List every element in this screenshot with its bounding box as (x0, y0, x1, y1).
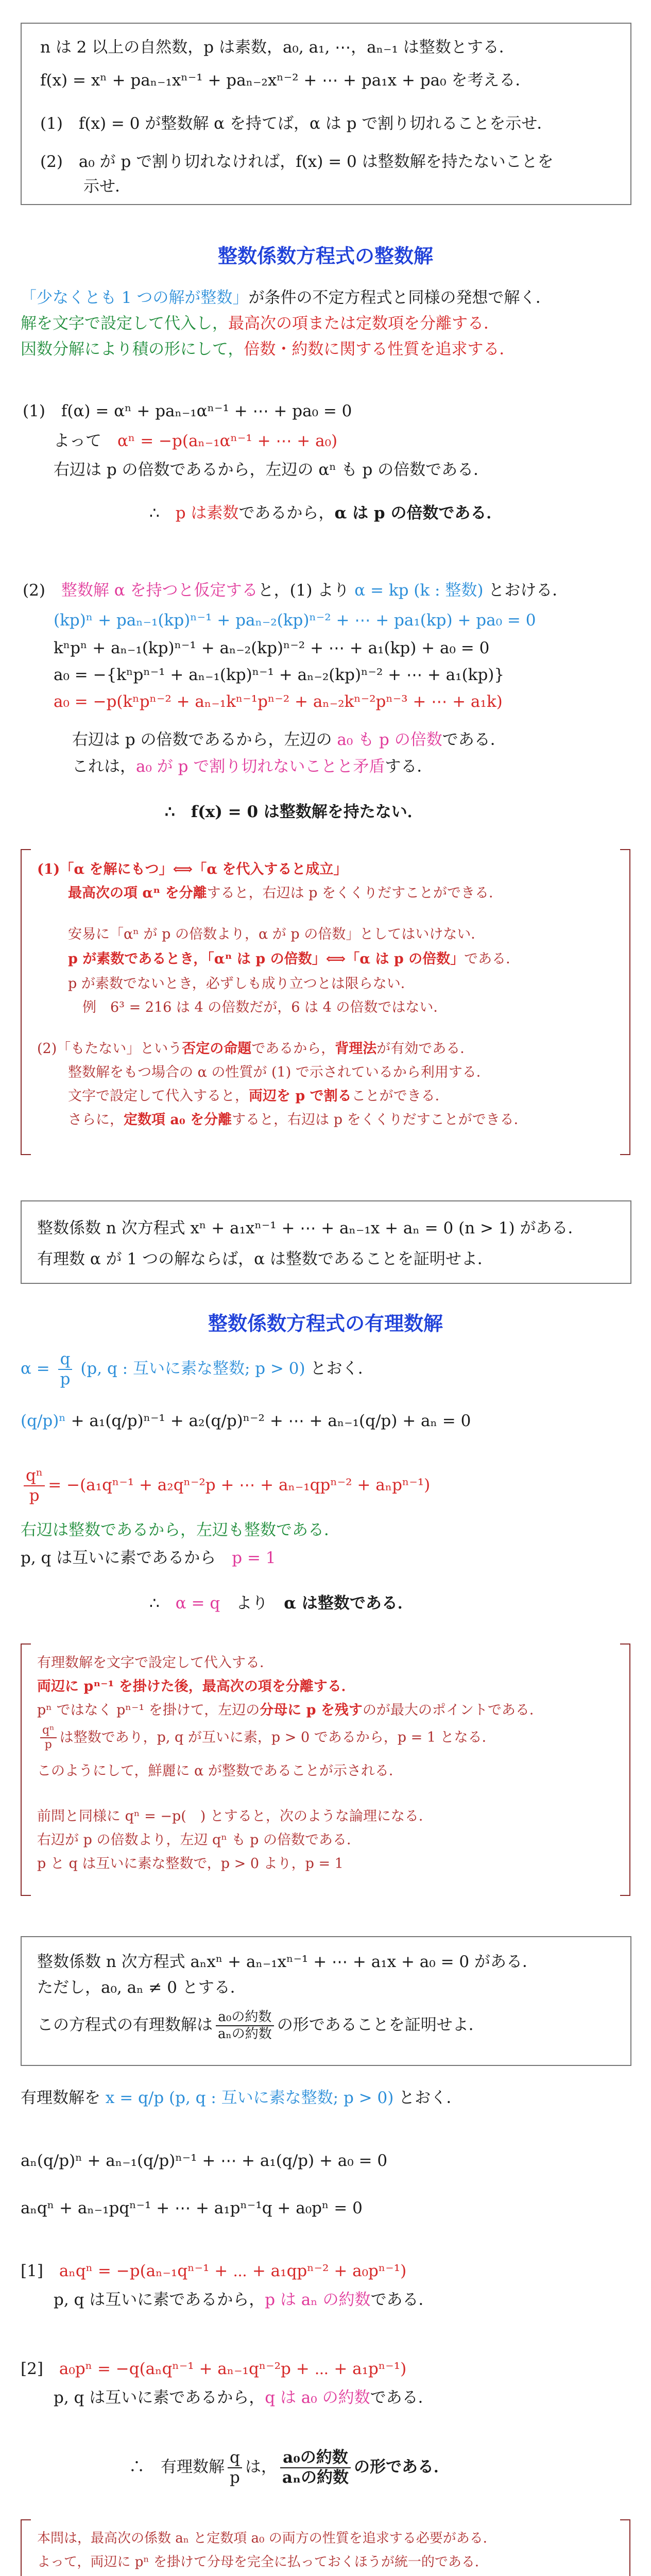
section2-conclusion: ∴ α = q より α は整数である． (149, 1594, 414, 1613)
part2-conclusion: ∴ f(x) = 0 は整数解を持たない． (165, 803, 423, 821)
part1-reason: 右辺は p の倍数であるから，左辺の αⁿ も p の倍数である． (54, 461, 490, 479)
note2-l6: 前問と同様に qⁿ = −p( ) とすると，次のような論理になる． (37, 1808, 433, 1824)
part2-head: (2) 整数解 α を持つと仮定すると，(1) より α = kp (k : 整数) とおける． (23, 581, 569, 600)
section3-b2: [2] a₀pⁿ = −q(aₙqⁿ⁻¹ + aₙ₋₁qⁿ⁻²p + ⋯ + a₁pⁿ⁻¹) (21, 2360, 407, 2378)
problem1-box (21, 23, 631, 205)
problem1-line5: 示せ． (83, 177, 131, 196)
part1-therefore: よって αⁿ = −p(aₙ₋₁αⁿ⁻¹ + ⋯ + a₀) (54, 432, 338, 450)
note3-l1: 本問は，最高次の係数 aₙ と定数項 a₀ の両方の性質を追求する必要がある． (37, 2531, 496, 2546)
note3-left-bracket (21, 2519, 31, 2576)
note1-right-bracket (620, 849, 630, 1155)
note1-l2: 最高次の項 αⁿ を分離すると，右辺は p をくくりだすことができる． (68, 885, 503, 901)
intro-line3: 因数分解により積の形にして，倍数・約数に関する性質を追求する． (21, 340, 516, 359)
note1-l7: (2)「もたない」という否定の命題であるから，背理法が有効である． (37, 1041, 474, 1057)
problem2-line2: 有理数 α が 1 つの解ならば，α は整数であることを証明せよ． (37, 1250, 493, 1268)
intro-line1: 「少なくとも 1 つの解が整数」が条件の不定方程式と同様の発想で解く． (21, 289, 552, 307)
note1-l9: 文字で設定して代入すると，両辺を p で割ることができる． (68, 1088, 449, 1104)
section2-eq2: $\frac{\text{qⁿ}}{p}$ = −(a₁qⁿ⁻¹ + a₂qⁿ⁻²p + ⋯ + aₙ₋₁qpⁿ⁻² + aₙpⁿ⁻¹) (21, 1466, 430, 1505)
note2-right-bracket (620, 1643, 630, 1896)
section3-b1: [1] aₙqⁿ = −p(aₙ₋₁qⁿ⁻¹ + ⋯ + a₁qpⁿ⁻² + a₀pⁿ⁻¹) (21, 2262, 407, 2280)
section2-s1: 右辺は整数であるから，左辺も整数である． (21, 1521, 340, 1539)
note3-right-bracket (620, 2519, 630, 2576)
part2-eq2: kⁿpⁿ + aₙ₋₁(kp)ⁿ⁻¹ + aₙ₋₂(kp)ⁿ⁻² + ⋯ + a₁(kp) + a₀ = 0 (54, 639, 490, 657)
section3-b1s: p, q は互いに素であるから，p は aₙ の約数である． (54, 2291, 435, 2309)
problem2-line1: 整数係数 n 次方程式 xⁿ + a₁xⁿ⁻¹ + ⋯ + aₙ₋₁x + aₙ = 0 (n > 1) がある． (37, 1219, 584, 1238)
problem2-box (21, 1200, 631, 1284)
section3-setup: 有理数解を x = q/p (p, q : 互いに素な整数; p > 0) とおく． (21, 2089, 462, 2107)
note1-l6: 例 6³ = 216 は 4 の倍数だが，6 は 4 の倍数ではない． (82, 999, 448, 1015)
note2-l5: このようにして，鮮麗に α が整数であることが示される． (37, 1763, 403, 1779)
problem3-box (21, 1936, 631, 2066)
part1-conclusion: ∴ p は素数であるから，α は p の倍数である． (149, 504, 503, 522)
problem1-line1: n は 2 以上の自然数，p は素数，a₀, a₁, ⋯，aₙ₋₁ は整数とする． (40, 38, 515, 57)
note2-left-bracket (21, 1643, 31, 1896)
part2-s2: これは，a₀ が p で割り切れないことと矛盾する． (72, 757, 433, 776)
note2-l3: pⁿ ではなく pⁿ⁻¹ を掛けて，左辺の分母に p を残すのが最大のポイントである． (37, 1702, 543, 1718)
problem3-line2: ただし，a₀, aₙ ≠ 0 とする． (37, 1978, 246, 1997)
problem3-line1: 整数係数 n 次方程式 aₙxⁿ + aₙ₋₁xⁿ⁻¹ + ⋯ + a₁x + a₀ = 0 がある． (37, 1953, 538, 1971)
section2-title: 整数係数方程式の有理数解 (208, 1312, 443, 1335)
part2-eq1: (kp)ⁿ + paₙ₋₁(kp)ⁿ⁻¹ + paₙ₋₂(kp)ⁿ⁻² + ⋯ + pa₁(kp) + pa₀ = 0 (54, 611, 536, 630)
note1-l10: さらに，定数項 a₀ を分離すると，右辺は p をくくりだすことができる． (68, 1112, 528, 1128)
note2-l4: $\frac{\text{qⁿ}}{p}$ は整数であり，p, q が互いに素，p > 0 であるから，p = 1 となる． (37, 1724, 496, 1752)
note2-l8: p と q は互いに素な整数で，p > 0 より，p = 1 (37, 1856, 344, 1872)
part1-eq: (1) f(α) = αⁿ + paₙ₋₁αⁿ⁻¹ + ⋯ + pa₀ = 0 (23, 402, 352, 420)
problem1-line3: (1) f(x) = 0 が整数解 α を持てば，α は p で割り切れることを示せ． (40, 114, 553, 133)
note1-l4: p が素数であるとき，「αⁿ は p の倍数」⟺「α は p の倍数」である． (68, 951, 520, 967)
part2-eq4: a₀ = −p(kⁿpⁿ⁻² + aₙ₋₁kⁿ⁻¹pⁿ⁻² + aₙ₋₂kⁿ⁻²pⁿ⁻³ + ⋯ + a₁k) (54, 692, 503, 711)
section2-setup: α = $\frac{q}{p}$ (p, q : 互いに素な整数; p > 0) とおく． (21, 1350, 374, 1389)
section3-b2s: p, q は互いに素であるから，q は a₀ の約数である． (54, 2388, 434, 2407)
note2-l2: 両辺に pⁿ⁻¹ を掛けた後，最高次の項を分離する． (37, 1679, 355, 1694)
section3-eq1: aₙ(q/p)ⁿ + aₙ₋₁(q/p)ⁿ⁻¹ + ⋯ + a₁(q/p) + a₀ = 0 (21, 2151, 388, 2170)
note2-l1: 有理数解を文字で設定して代入する． (37, 1655, 273, 1671)
section3-eq2: aₙqⁿ + aₙ₋₁pqⁿ⁻¹ + ⋯ + a₁pⁿ⁻¹q + a₀pⁿ = 0 (21, 2199, 363, 2217)
note1-l1: (1)「α を解にもつ」⟺「α を代入すると成立」 (37, 861, 348, 877)
problem1-line4: (2) a₀ が p で割り切れなければ，f(x) = 0 は整数解を持たないことを (40, 152, 554, 171)
section2-s2: p, q は互いに素であるから p = 1 (21, 1549, 276, 1567)
section3-conclusion: ∴ 有理数解 $\frac{q}{p}$ は， a₀の約数 aₙの約数 の形である． (129, 2448, 450, 2487)
problem1-line2: f(x) = xⁿ + paₙ₋₁xⁿ⁻¹ + paₙ₋₂xⁿ⁻² + ⋯ + pa₁x + pa₀ を考える． (40, 71, 532, 90)
note3-l2: よって，両辺に pⁿ を掛けて分母を完全に払っておくほうが統一的である． (37, 2554, 488, 2570)
note1-left-bracket (21, 849, 31, 1155)
intro-line2: 解を文字で設定して代入し，最高次の項または定数項を分離する． (21, 314, 500, 333)
section1-title: 整数係数方程式の整数解 (217, 245, 433, 267)
section2-eq1: (q/p)ⁿ + a₁(q/p)ⁿ⁻¹ + a₂(q/p)ⁿ⁻² + ⋯ + aₙ₋₁(q/p) + aₙ = 0 (21, 1412, 471, 1430)
problem3-line3: この方程式の有理数解は a₀の約数 aₙの約数 の形であることを証明せよ． (37, 2009, 485, 2042)
note1-l3: 安易に「αⁿ が p の倍数より，α が p の倍数」としてはいけない． (68, 926, 485, 942)
note1-l5: p が素数でないとき，必ずしも成り立つとは限らない． (68, 976, 415, 992)
part2-eq3: a₀ = −{kⁿpⁿ⁻¹ + aₙ₋₁(kp)ⁿ⁻¹ + aₙ₋₂(kp)ⁿ⁻² + ⋯ + a₁(kp)} (54, 666, 505, 684)
note2-l7: 右辺が p の倍数より，左辺 qⁿ も p の倍数である． (37, 1832, 361, 1848)
note1-l8: 整数解をもつ場合の α の性質が (1) で示されているから利用する． (68, 1064, 490, 1080)
part2-s1: 右辺は p の倍数であるから，左辺の a₀ も p の倍数である． (72, 731, 506, 749)
